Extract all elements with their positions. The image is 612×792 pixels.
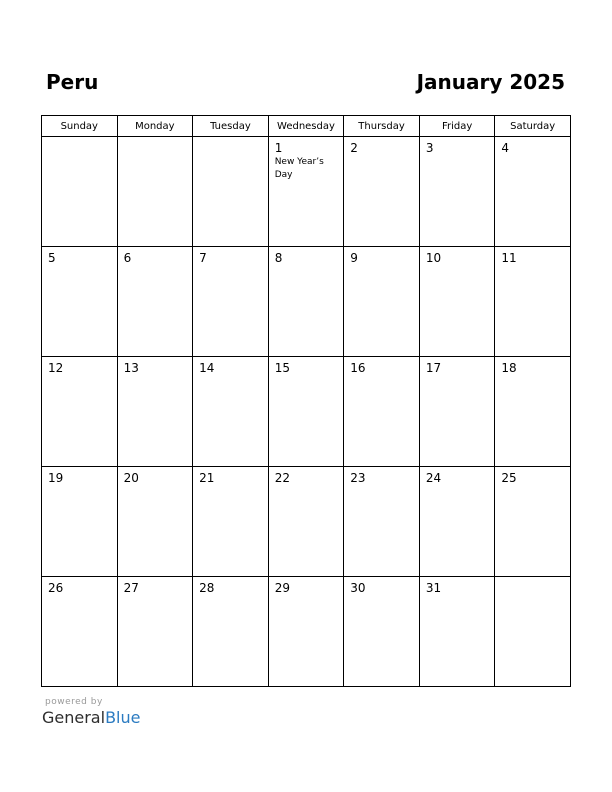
weekday-header: Sunday	[42, 116, 118, 137]
day-cell	[193, 577, 269, 687]
day-number: 4	[501, 141, 510, 155]
weekday-header: Tuesday	[193, 116, 269, 137]
day-number: 30	[350, 581, 366, 595]
week-row	[42, 357, 571, 467]
day-cell	[344, 357, 420, 467]
day-number	[42, 137, 117, 141]
day-number: 24	[425, 471, 442, 485]
day-number: 22	[274, 471, 290, 485]
day-cell	[193, 247, 269, 357]
powered-by-label: powered by	[45, 697, 103, 707]
day-cell	[419, 467, 495, 577]
day-cell	[495, 467, 571, 577]
holiday-label: New Year’s Day	[274, 157, 324, 180]
day-cell	[495, 577, 571, 687]
day-number: 10	[425, 251, 442, 265]
day-number: 23	[350, 471, 366, 485]
day-cell	[117, 247, 193, 357]
day-cell	[268, 137, 344, 247]
day-number: 16	[350, 361, 366, 375]
day-cell	[42, 577, 118, 687]
day-cell	[495, 357, 571, 467]
day-cell	[193, 357, 269, 467]
day-cell	[419, 137, 495, 247]
day-number	[118, 137, 193, 141]
day-number: 27	[123, 581, 139, 595]
day-number: 8	[274, 251, 283, 265]
weekday-header: Saturday	[495, 116, 571, 137]
day-number: 11	[501, 251, 517, 265]
day-number: 9	[350, 251, 358, 265]
day-cell	[268, 577, 344, 687]
day-cell	[42, 247, 118, 357]
day-number	[495, 577, 570, 581]
day-cell	[42, 137, 118, 247]
day-number: 21	[199, 471, 215, 485]
day-number: 17	[425, 361, 442, 375]
logo-text-blue: Blue	[105, 708, 141, 727]
day-number: 19	[48, 471, 64, 485]
day-cell	[419, 357, 495, 467]
day-number: 25	[501, 471, 517, 485]
day-number: 20	[123, 471, 139, 485]
day-cell	[419, 247, 495, 357]
day-number: 18	[501, 361, 517, 375]
week-row	[42, 247, 571, 357]
weekday-header: Friday	[419, 116, 495, 137]
day-number: 13	[123, 361, 139, 375]
day-number: 1	[274, 141, 283, 155]
day-cell	[344, 467, 420, 577]
day-cell	[193, 137, 269, 247]
day-number: 7	[199, 251, 207, 265]
day-cell	[193, 467, 269, 577]
generalblue-logo[interactable]	[42, 708, 140, 727]
day-cell	[268, 357, 344, 467]
day-number: 26	[48, 581, 64, 595]
day-number: 31	[425, 581, 442, 595]
day-number: 29	[274, 581, 290, 595]
day-number: 2	[350, 141, 358, 155]
weekday-header: Thursday	[344, 116, 420, 137]
month-year-title: January 2025	[416, 70, 565, 94]
week-row	[42, 137, 571, 247]
day-cell	[42, 467, 118, 577]
week-row	[42, 577, 571, 687]
weekday-header-row	[42, 116, 571, 137]
day-number: 28	[199, 581, 215, 595]
day-number: 15	[274, 361, 290, 375]
calendar-grid	[41, 115, 571, 687]
logo-text-general: General	[42, 708, 106, 727]
day-cell	[495, 247, 571, 357]
day-number: 6	[123, 251, 132, 265]
day-cell	[117, 357, 193, 467]
country-title: Peru	[46, 70, 99, 94]
day-number: 12	[48, 361, 64, 375]
week-row	[42, 467, 571, 577]
day-cell	[268, 247, 344, 357]
day-number: 3	[425, 141, 434, 155]
day-cell	[117, 577, 193, 687]
day-cell	[344, 137, 420, 247]
day-cell	[117, 137, 193, 247]
day-cell	[117, 467, 193, 577]
day-cell	[344, 577, 420, 687]
day-number	[193, 137, 268, 141]
day-cell	[344, 247, 420, 357]
day-cell	[268, 467, 344, 577]
weekday-header: Monday	[117, 116, 193, 137]
weekday-header: Wednesday	[268, 116, 344, 137]
day-number: 14	[199, 361, 215, 375]
day-cell	[42, 357, 118, 467]
day-number: 5	[48, 251, 56, 265]
day-cell	[495, 137, 571, 247]
day-cell	[419, 577, 495, 687]
